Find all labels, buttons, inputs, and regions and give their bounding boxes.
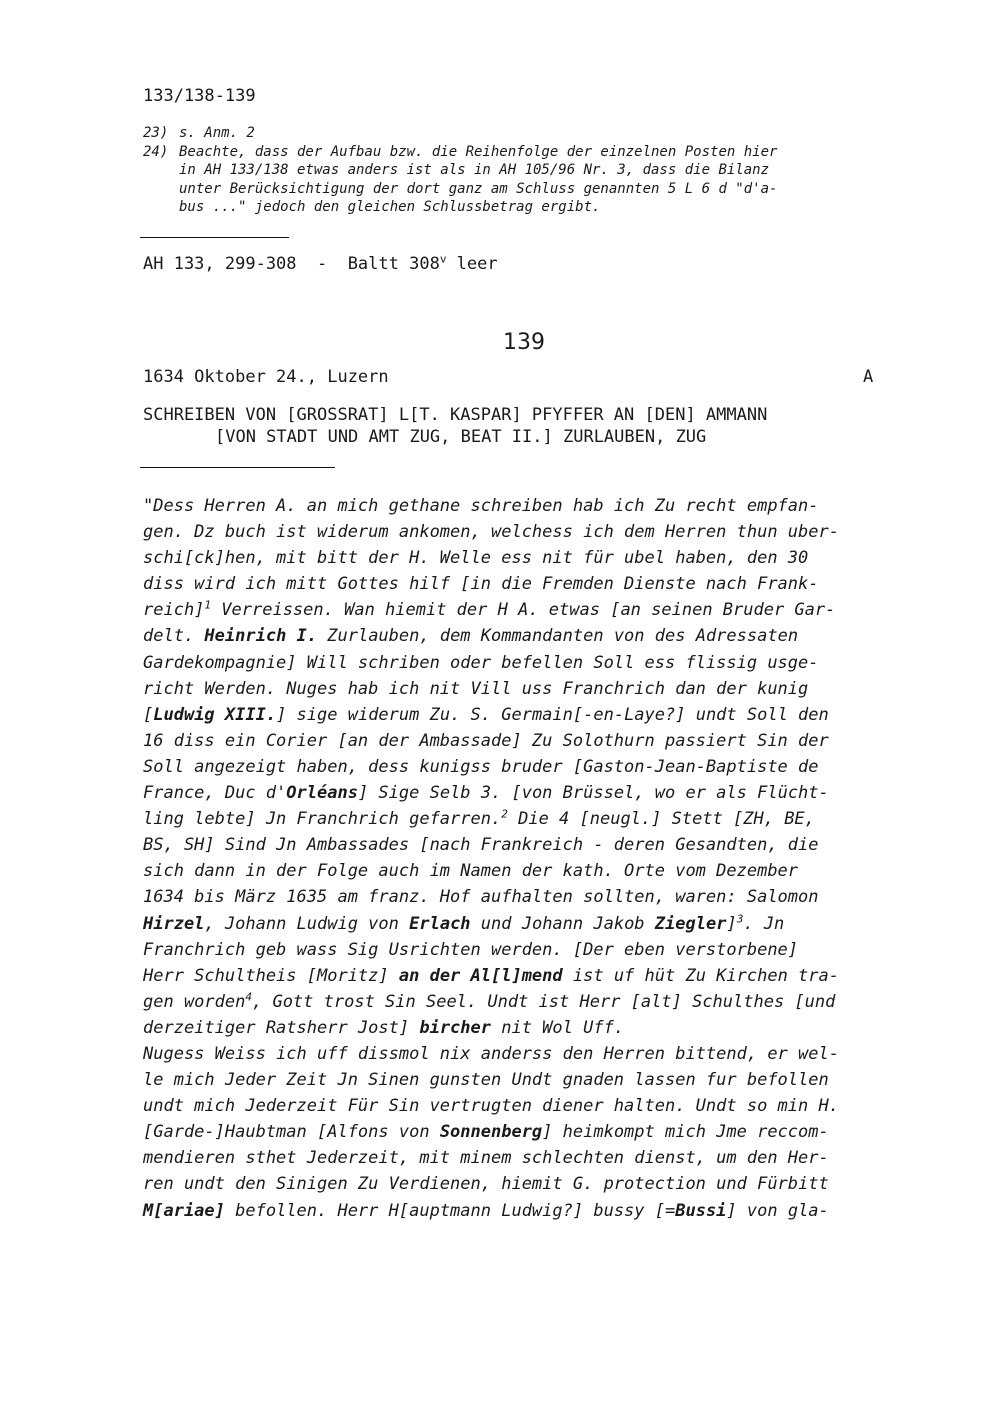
bold-name: Bussi xyxy=(675,1200,727,1221)
bold-name: M[ariae] xyxy=(143,1200,225,1221)
footnote-line: in AH 133/138 etwas anders ist als in AH 105/96 Nr. 3, dass die Bilanz xyxy=(179,162,770,178)
document-number: 139 xyxy=(503,330,545,355)
footnotes xyxy=(143,124,913,217)
bold-name: Orléans xyxy=(286,783,358,804)
letter-line xyxy=(143,1171,913,1197)
letter-line xyxy=(143,806,913,832)
text-run: schi[ck]hen, mit bitt der H. Welle ess nit für ubel haben, den 30 xyxy=(143,548,809,569)
footnote-ref: 3 xyxy=(736,911,744,925)
letter-line xyxy=(143,650,913,676)
document-heading xyxy=(143,404,903,448)
document-mark: A xyxy=(863,367,874,387)
footnote-line: unter Berücksichtigung der dort ganz am Schluss genannten 5 L 6 d "d'a- xyxy=(179,180,778,197)
footnote-line: Beachte, dass der Aufbau bzw. die Reihenfolge der einzelnen Posten hier xyxy=(179,143,778,160)
text-run: und Johann Jakob xyxy=(470,913,655,934)
text-run: le mich Jeder Zeit Jn Sinen gunsten Undt gnaden lassen fur befollen xyxy=(143,1070,829,1091)
bold-name: Ludwig XIII. xyxy=(153,704,277,725)
text-run: gen worden xyxy=(143,991,246,1012)
bold-name: Hirzel xyxy=(143,913,205,934)
bold-name: Heinrich I. xyxy=(204,626,318,647)
text-run: ] Sige Selb 3. [von Brüssel, wo er als Flücht- xyxy=(357,783,829,804)
text-run: delt. xyxy=(143,626,205,647)
letter-text xyxy=(143,493,913,1224)
letter-line xyxy=(143,989,913,1015)
text-run: ling lebte] Jn Franchrich gefarren. xyxy=(143,809,502,830)
letter-line xyxy=(143,571,913,597)
letter-line xyxy=(143,728,913,754)
text-run: ] sige widerum Zu. S. Germain[-en-Laye?] undt Soll den xyxy=(276,704,829,725)
text-run: richt Werden. Nuges hab ich nit Vill uss Franchrich dan der kunig xyxy=(143,678,809,699)
letter-line xyxy=(143,623,913,649)
letter-line xyxy=(143,676,913,702)
page-reference: 133/138-139 xyxy=(143,86,256,106)
footnote-line: bus ..." jedoch den gleichen Schlussbetrag ergibt. xyxy=(179,199,601,215)
text-run: BS, SH] Sind Jn Ambassades [nach Frankreich - deren Gesandten, die xyxy=(143,835,819,856)
letter-line xyxy=(143,1119,913,1145)
text-run: befollen. Herr H[auptmann Ludwig?] bussy [= xyxy=(224,1200,676,1221)
footnote-divider xyxy=(140,237,289,238)
text-run: . Jn xyxy=(743,913,785,934)
date-place: 1634 Oktober 24., Luzern xyxy=(143,367,389,387)
source-text: AH 133, 299-308 - Baltt 308 xyxy=(143,254,440,274)
text-run: reich] xyxy=(143,600,205,621)
text-run: mendieren sthet Jederzeit, mit minem schlechten dienst, um den Her- xyxy=(143,1148,829,1169)
footnote-24 xyxy=(143,143,913,217)
footnote-line: s. Anm. 2 xyxy=(179,125,255,141)
letter-line xyxy=(143,1015,913,1041)
text-run: 1634 bis März 1635 am franz. Hof aufhalten sollten, waren: Salomon xyxy=(143,887,819,908)
text-run: France, Duc d' xyxy=(143,783,287,804)
footnote-ref: 1 xyxy=(204,598,212,612)
letter-line xyxy=(143,832,913,858)
source-suffix: leer xyxy=(446,254,498,274)
letter-line xyxy=(143,911,913,937)
letter-line xyxy=(143,780,913,806)
letter-line xyxy=(143,937,913,963)
letter-line xyxy=(143,1145,913,1171)
heading-divider xyxy=(140,467,335,468)
text-run: [Garde-]Haubtman [Alfons von xyxy=(143,1122,440,1143)
bold-name: Erlach xyxy=(409,913,471,934)
letter-line xyxy=(143,702,913,728)
bold-name: Ziegler xyxy=(654,913,727,934)
footnote-23 xyxy=(143,124,913,143)
bold-name: bircher xyxy=(419,1017,491,1038)
heading-line: SCHREIBEN VON [GROSSRAT] L[T. KASPAR] PFYFFER AN [DEN] AMMANN xyxy=(143,405,768,425)
text-run: derzeitiger Ratsherr Jost] xyxy=(143,1017,420,1038)
text-run: [ xyxy=(143,704,154,725)
text-run: 16 diss ein Corier [an der Ambassade] Zu Solothurn passiert Sin der xyxy=(143,730,829,751)
letter-line xyxy=(143,858,913,884)
letter-line xyxy=(143,545,913,571)
letter-line xyxy=(143,1041,913,1067)
text-run: Verreissen. Wan hiemit der H A. etwas [an seinen Bruder Gar- xyxy=(211,600,836,621)
text-run: Zurlauben, dem Kommandanten von des Adressaten xyxy=(317,626,799,647)
footnote-ref: 4 xyxy=(245,990,252,1004)
letter-line xyxy=(143,754,913,780)
text-run: Die 4 [neugl.] Stett [ZH, BE, xyxy=(507,809,815,830)
letter-line xyxy=(143,1067,913,1093)
source-superscript: v xyxy=(439,252,447,266)
text-run: ] von gla- xyxy=(726,1200,829,1221)
text-run: sich dann in der Folge auch im Namen der kath. Orte vom Dezember xyxy=(143,861,799,882)
text-run: ren undt den Sinigen Zu Verdienen, hiemit G. protection und Fürbitt xyxy=(143,1174,829,1195)
text-run: , Gott trost Sin Seel. Undt ist Herr [alt] Schulthes [und xyxy=(251,991,836,1012)
footnote-number: 24) xyxy=(143,143,169,160)
footnote-number: 23) xyxy=(143,125,169,141)
letter-line xyxy=(143,1093,913,1119)
letter-line xyxy=(143,1198,913,1224)
heading-line: [VON STADT UND AMT ZUG, BEAT II.] ZURLAUBEN, ZUG xyxy=(215,427,707,447)
text-run: undt mich Jederzeit Für Sin vertrugten diener halten. Undt so min H. xyxy=(143,1096,839,1117)
text-run: Nugess Weiss ich uff dissmol nix anderss den Herren bittend, er wel- xyxy=(143,1043,839,1064)
bold-name: Sonnenberg xyxy=(439,1122,543,1143)
letter-line xyxy=(143,884,913,910)
text-run: Franchrich geb wass Sig Usrichten werden. [Der eben verstorbene] xyxy=(143,939,799,960)
text-run: , Johann Ludwig von xyxy=(204,913,410,934)
source-reference xyxy=(143,254,498,274)
text-run: nit Wol Uff. xyxy=(491,1017,625,1038)
letter-line xyxy=(143,493,913,519)
text-run: diss wird ich mitt Gottes hilf [in die Fremden Dienste nach Frank- xyxy=(143,574,819,595)
letter-line xyxy=(143,519,913,545)
text-run: Soll angezeigt haben, dess kunigss bruder [Gaston-Jean-Baptiste de xyxy=(143,756,819,777)
text-run: "Dess Herren A. an mich gethane schreiben hab ich Zu recht empfan- xyxy=(143,496,819,516)
text-run: ] xyxy=(726,913,737,934)
footnote-ref: 2 xyxy=(501,807,508,821)
letter-line xyxy=(143,963,913,989)
text-run: ] heimkompt mich Jme reccom- xyxy=(542,1122,829,1143)
text-run: Herr Schultheis [Moritz] xyxy=(143,965,399,986)
bold-name: an der Al[l]mend xyxy=(398,965,563,986)
text-run: ist uf hüt Zu Kirchen tra- xyxy=(562,965,839,986)
text-run: gen. Dz buch ist widerum ankomen, welchess ich dem Herren thun uber- xyxy=(143,522,839,543)
letter-line xyxy=(143,597,913,623)
text-run: Gardekompagnie] Will schriben oder befellen Soll ess flissig usge- xyxy=(143,652,819,673)
